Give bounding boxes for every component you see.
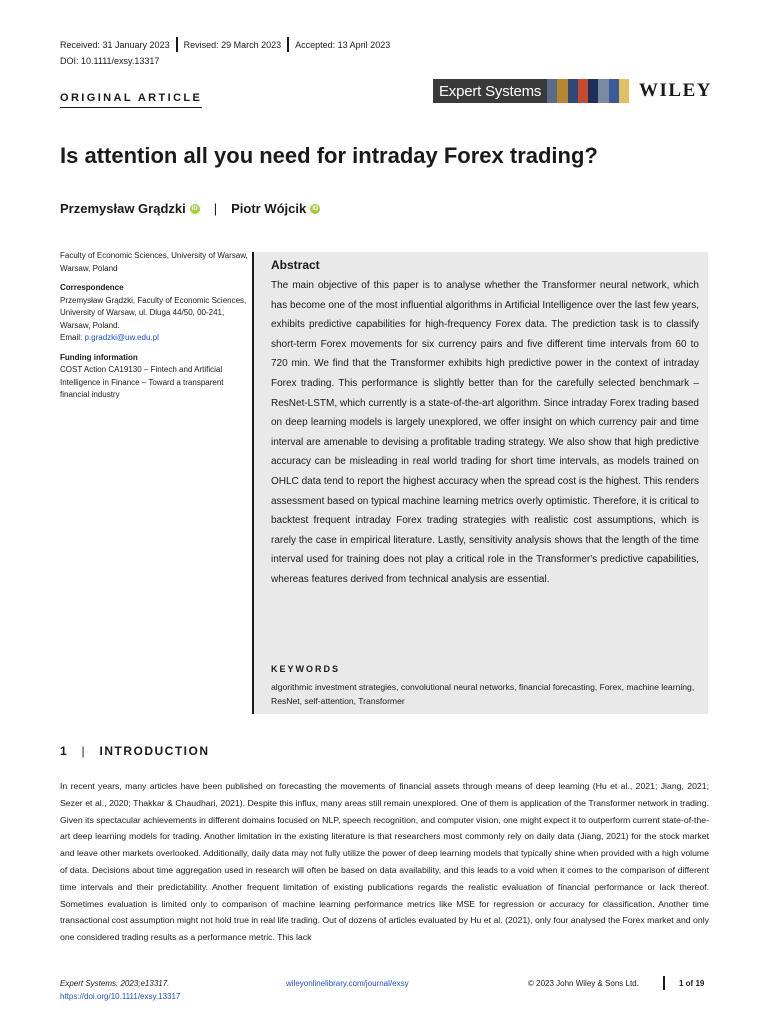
email-label: Email: [60,333,85,342]
correspondence-heading: Correspondence [60,283,124,292]
section-separator: | [81,744,85,758]
introduction-text: In recent years, many articles have been published on forecasting the movements of financial assets through means of deep learning (Hu et al., 2021; Jiang, 2021; Sezer et al., 2020; Thakkar & Chaudhari, 2021). Despite this influx, many areas still remain unexplored. One of them is application of the Transformer network in trading. Given its spectacular achievements in different domains focused on NLP, speech recognition, and computer vision, one might expect it to outperform current state-of-the-art deep learning models for trading. Another limitation in the existing literature is that researchers most commonly rely on daily data (Jiang, 2021) for the stock market and leave other markets overlooked. Additionally, daily data may not fully utilize the power of deep learning models that typically shine when provided with a high volume of data. Decisions about time aggregation used in research will often be based on data availability, and this leads to a void when it comes to the comparison of different time intervals and their predictability. Another frequent limitation of existing publications regards the realistic evaluation of financial performance or lack thereof. Sometimes evaluation is limited only to comparison of machine learning performance metrics like MSE for regression or accuracy for classification. Another time transactional cost assumption might not hold true in real life trading. Out of dozens of articles evaluated by Hu et al. (2021), only four analysed the Forex market and only one considered trading results as a performance metric. This lack [60,781,709,943]
author-name: Przemysław Grądzki [60,201,186,216]
doi: DOI: 10.1111/exsy.13317 [60,56,160,66]
funding [60,352,250,402]
section-title: INTRODUCTION [99,744,210,758]
journal-site-link[interactable]: wileyonlinelibrary.com/journal/exsy [286,979,409,988]
publisher-logo: WILEY [639,80,712,101]
keywords: algorithmic investment strategies, convolutional neural networks, financial forecasting, Forex, machine learning, ResNet, self-attention, Transformer [271,682,695,706]
paper-title: Is attention all you need for intraday Forex trading? [60,143,598,168]
article-type [60,92,202,104]
abstract-box [252,252,708,714]
abstract-heading: Abstract [271,258,320,272]
journal-name: Expert Systems [439,82,542,100]
page-number: 1 of 19 [679,979,705,988]
funding-text: COST Action CA19130 – Fintech and Artificial Intelligence in Finance – Toward a transparent financial industry [60,365,224,399]
revised-date: Revised: 29 March 2023 [183,39,282,50]
author-list [60,201,320,216]
orcid-icon[interactable]: iD [191,205,198,212]
section-heading [60,744,210,758]
divider [176,37,178,52]
funding-heading: Funding information [60,352,138,362]
keywords-heading: KEYWORDS [271,664,341,674]
journal-logo [433,79,629,103]
article-info-column [60,250,250,409]
received-date: Received: 31 January 2023 [60,39,170,50]
copyright: © 2023 John Wiley & Sons Ltd. [528,979,639,988]
journal-logo-art [547,79,629,103]
divider [287,37,289,52]
citation: Expert Systems. 2023;e13317. [60,979,170,988]
abstract-rule [252,252,254,714]
article-history [60,37,390,52]
abstract-text: The main objective of this paper is to analyse whether the Transformer neural network, which has become one of the most influential algorithms in Artificial Intelligence over the last few years, exhibits predictive capabilities for high-frequency Forex data. The prediction task is to classify short-term Forex movements for six currency pairs and five different time intervals from 60 to 720 min. We find that the Transformer exhibits high predictive power in the context of intraday Forex trading. This performance is slightly better than for the carefully selected benchmark – ResNet-LSTM, which currently is a state-of-the-art algorithm. Since intraday Forex trading based on deep learning models is largely unexplored, we offer insight on which currency pair and time interval are amenable to devising a profitable trading strategy. We also show that high predictive accuracy can be misleading in real world trading for short time intervals, as models trained on OHLC data tend to report the highest accuracy when the spread cost is the highest. This renders assessment based on typical machine learning metrics overly optimistic. Therefore, it is critical to backtest frequent intraday Forex trading strategies with realistic cost assumptions, which is rarely the case in empirical literature. Lastly, sensitivity analysis shows that the length of the time interval used for training does not play a critical role in the Transformer's predictive capabilities, whereas features derived from technical analysis are essential. [271,280,699,585]
correspondence-text: Przemysław Grądzki, Faculty of Economic Sciences, University of Warsaw, ul. Dluga 44/50, 00-241, Warsaw, Poland. [60,295,247,330]
author-separator: | [213,201,218,216]
email-line [60,332,250,345]
orcid-icon[interactable]: iD [312,205,319,212]
email-link[interactable]: p.gradzki@uw.edu.pl [84,333,159,342]
author-name: Piotr Wójcik [231,201,307,216]
divider [663,976,665,990]
accepted-date: Accepted: 13 April 2023 [295,39,391,50]
section-number: 1 [60,744,67,758]
article-type-underline [60,107,202,108]
doi-link[interactable]: https://doi.org/10.1111/exsy.13317 [60,992,181,1001]
correspondence [60,282,250,345]
article-type-label: ORIGINAL ARTICLE [60,92,203,104]
affiliation: Faculty of Economic Sciences, University of Warsaw, Warsaw, Poland [60,251,248,273]
